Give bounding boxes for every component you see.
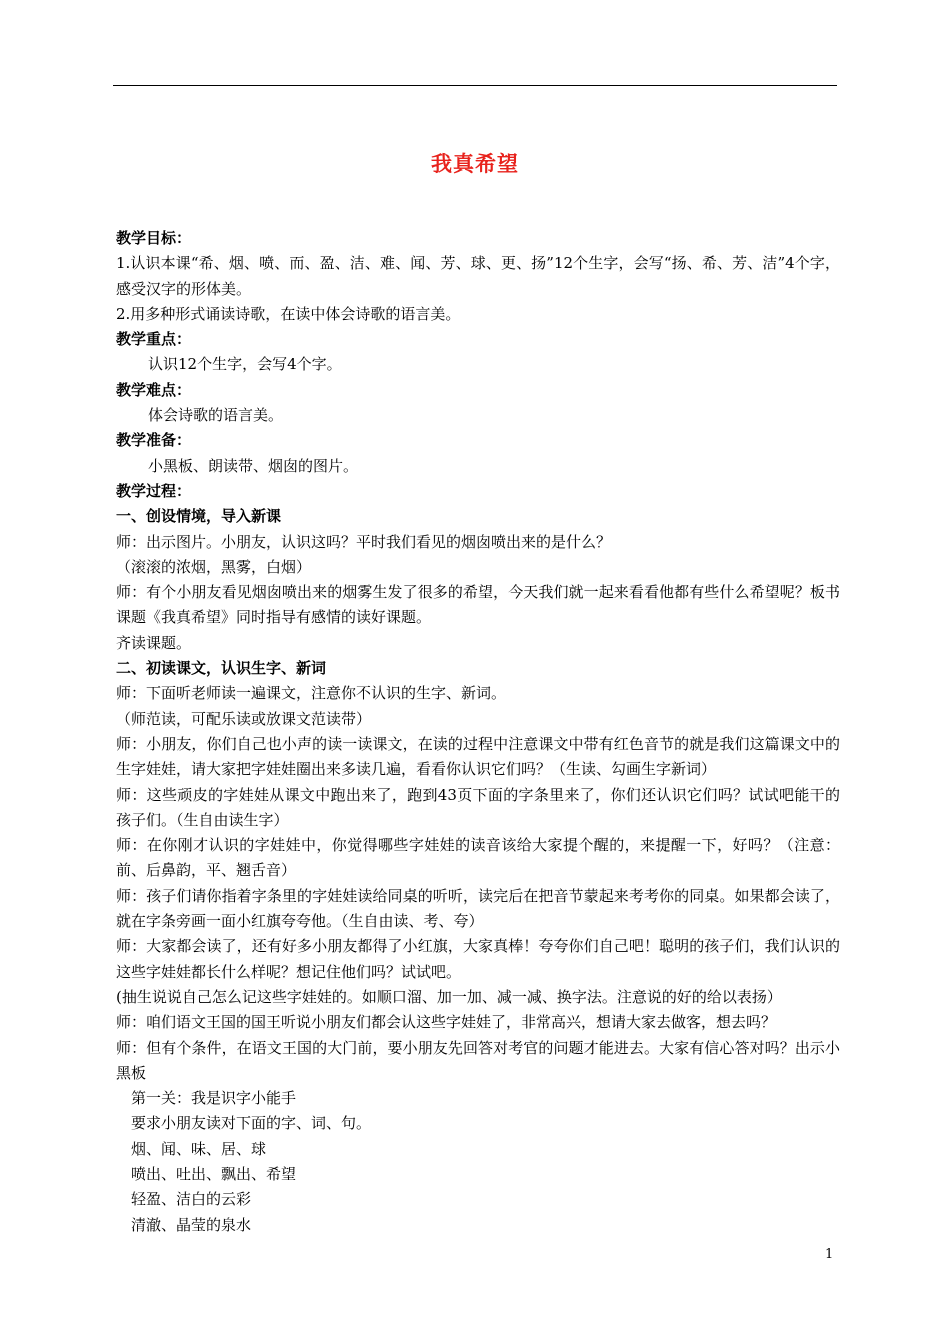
body-line: 师：这些顽皮的字娃娃从课文中跑出来了，跑到43页下面的字条里来了，你们还认识它们吗？试试吧能干的孩子们。（生自由读生字） (116, 785, 840, 829)
body-line: 轻盈、洁白的云彩 (131, 1190, 252, 1209)
body-line: 清澈、晶莹的泉水 (131, 1215, 252, 1234)
body-line: 师：大家都会读了，还有好多小朋友都得了小红旗，大家真棒！夸夸你们自己吧！聪明的孩子们，我们认识的这些字娃娃都长什么样呢？想记住他们吗？试试吧。 (116, 937, 840, 981)
page-number: 1 (825, 1247, 834, 1262)
body-line: 师：咱们语文王国的国王听说小朋友们都会认这些字娃娃了，非常高兴，想请大家去做客，想去吗？ (116, 1013, 777, 1032)
body-line: （师范读，可配乐读或放课文范读带） (116, 709, 372, 728)
body-line: 师：小朋友，你们自己也小声的读一读课文，在读的过程中注意课文中带有红色音节的就是我们这篇课文中的生字娃娃，请大家把字娃娃圈出来多读几遍，看看你认识它们吗？（生读、勾画生字新词） (116, 734, 840, 779)
section-heading: 教学准备： (116, 431, 192, 450)
section-heading: 一、创设情境，导入新课 (116, 507, 282, 526)
body-line: 小黑板、朗读带、烟囱的图片。 (148, 456, 359, 475)
body-line: 1.认识本课“希、烟、喷、而、盈、洁、难、闻、芳、球、更、扬”12个生字，会写“扬、希、芳、洁”4个字，感受汉字的形体美。 (116, 254, 840, 298)
body-line: 师：下面听老师读一遍课文，注意你不认识的生字、新词。 (116, 684, 507, 703)
section-heading: 二、初读课文，认识生字、新词 (116, 659, 327, 678)
body-line: 师：孩子们请你指着字条里的字娃娃读给同桌的听听，读完后在把音节蒙起来考考你的同桌。如果都会读了，就在字条旁画一面小红旗夸夸他。（生自由读、考、夸） (116, 886, 840, 931)
section-heading: 教学难点： (116, 380, 192, 399)
body-line: 师：出示图片。小朋友，认识这吗？平时我们看见的烟囱喷出来的是什么？ (116, 532, 612, 551)
body-line: （滚滚的浓烟，黑雾，白烟） (116, 557, 312, 576)
body-line: 认识12个生字，会写4个字。 (148, 355, 342, 374)
page-title: 我真希望 (431, 152, 519, 176)
body-line: 第一关：我是识字小能手 (131, 1089, 297, 1108)
section-heading: 教学目标： (116, 229, 192, 247)
body-line: 烟、闻、味、居、球 (131, 1139, 267, 1158)
body-line: 要求小朋友读对下面的字、词、句。 (131, 1114, 372, 1133)
body-line: (抽生说说自己怎么记这些字娃娃的。如顺口溜、加一加、减一减、换字法。注意说的好的给以表扬） (116, 987, 782, 1006)
document-body (116, 226, 840, 1238)
body-line: 师：有个小朋友看见烟囱喷出来的烟雾生发了很多的希望，今天我们就一起来看看他都有些什么希望呢？板书课题《我真希望》同时指导有感情的读好课题。 (116, 583, 840, 627)
body-line: 2.用多种形式诵读诗歌，在读中体会诗歌的语言美。 (116, 304, 461, 323)
body-line: 齐读课题。 (116, 633, 192, 652)
header-rule (113, 85, 837, 86)
body-line: 体会诗歌的语言美。 (148, 406, 284, 425)
body-line: 喷出、吐出、飘出、希望 (131, 1164, 297, 1183)
section-heading: 教学过程： (116, 481, 192, 500)
section-heading: 教学重点： (116, 330, 192, 349)
body-line: 师：但有个条件，在语文王国的大门前，要小朋友先回答对考官的问题才能进去。大家有信心答对吗？出示小黑板 (116, 1038, 840, 1082)
body-line: 师：在你刚才认识的字娃娃中，你觉得哪些字娃娃的读音该给大家提个醒的，来提醒一下，好吗？（注意：前、后鼻韵，平、翘舌音） (116, 836, 840, 880)
